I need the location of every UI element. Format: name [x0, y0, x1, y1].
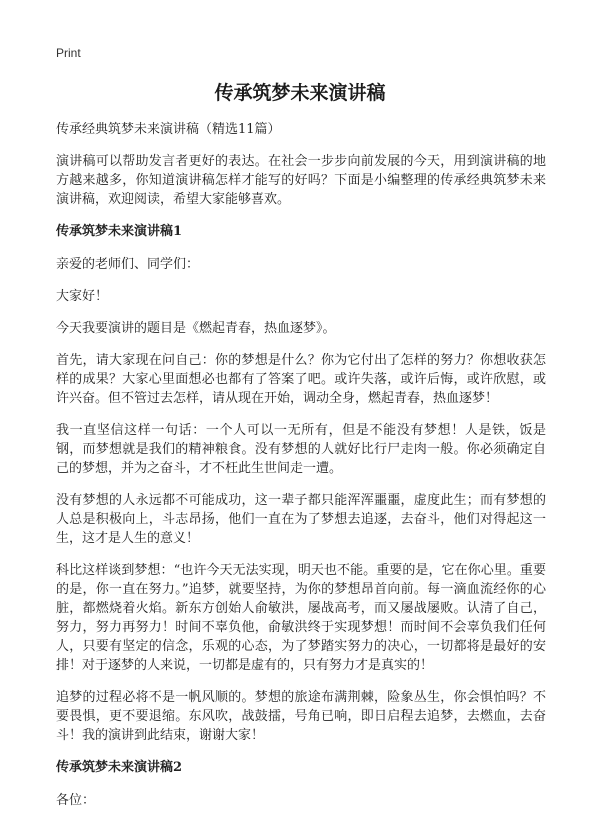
print-link[interactable]: Print [56, 46, 81, 60]
paragraph: 我一直坚信这样一句话：一个人可以一无所有，但是不能没有梦想！人是铁，饭是钢，而梦想就是我们的精神粮食。没有梦想的人就好比行尸走肉一般。你必须确定自己的梦想，并为之奋斗，才不枉此生世间走一遭。 [56, 423, 546, 476]
paragraph: 今天我要演讲的题目是《燃起青春，热血逐梦》。 [56, 321, 336, 336]
document-subtitle: 传承经典筑梦未来演讲稿（精选11篇） [56, 122, 281, 137]
paragraph: 大家好！ [56, 289, 109, 304]
section-heading: 传承筑梦未来演讲稿1 [56, 224, 183, 239]
paragraph: 各位： [56, 793, 96, 808]
paragraph: 追梦的过程必将不是一帆风顺的。梦想的旅途布满荆棘，险象丛生，你会惧怕吗？不要畏惧，更不要退缩。东风吹，战鼓擂，号角已响，即日启程去追梦，去燃血，去奋斗！我的演讲到此结束，谢谢大家！ [56, 690, 546, 743]
section-heading: 传承筑梦未来演讲稿2 [56, 760, 183, 775]
page-title: 传承筑梦未来演讲稿 [214, 82, 386, 104]
paragraph: 首先，请大家现在问自己：你的梦想是什么？你为它付出了怎样的努力？你想收获怎样的成果？大家心里面想必也都有了答案了吧。或许失落，或许后悔，或许欣慰，或许兴奋。但不管过去怎样，请从现在开始，调动全身，燃起青春，热血逐梦！ [56, 353, 546, 406]
paragraph: 没有梦想的人永远都不可能成功，这一辈子都只能浑浑噩噩，虚度此生；而有梦想的人总是积极向上，斗志昂扬，他们一直在为了梦想去追逐，去奋斗，他们对得起这一生，这才是人生的意义！ [56, 493, 546, 546]
paragraph: 科比这样谈到梦想：“也许今天无法实现，明天也不能。重要的是，它在你心里。重要的是，你一直在努力。”追梦，就要坚持，为你的梦想昂首向前。每一滴血流经你的心脏，都燃烧着火焰。新东方创始人俞敏洪，屡战高考，而又屡战屡败。认清了自己，努力，努力再努力！时间不辜负他，俞敏洪终于实现梦想！而时间不会辜负我们任何人，只要有坚定的信念，乐观的心态，为了梦踏实努力的决心，一切都将是最好的安排！对于逐梦的人来说，一切都是虚有的，只有努力才是真实的！ [56, 563, 546, 673]
document-body [56, 120, 546, 823]
intro-paragraph: 演讲稿可以帮助发言者更好的表达。在社会一步步向前发展的今天，用到演讲稿的地方越来越多，你知道演讲稿怎样才能写的好吗？下面是小编整理的传承经典筑梦未来演讲稿，欢迎阅读，希望大家能够喜欢。 [56, 154, 546, 207]
paragraph: 亲爱的老师们、同学们： [56, 257, 200, 272]
